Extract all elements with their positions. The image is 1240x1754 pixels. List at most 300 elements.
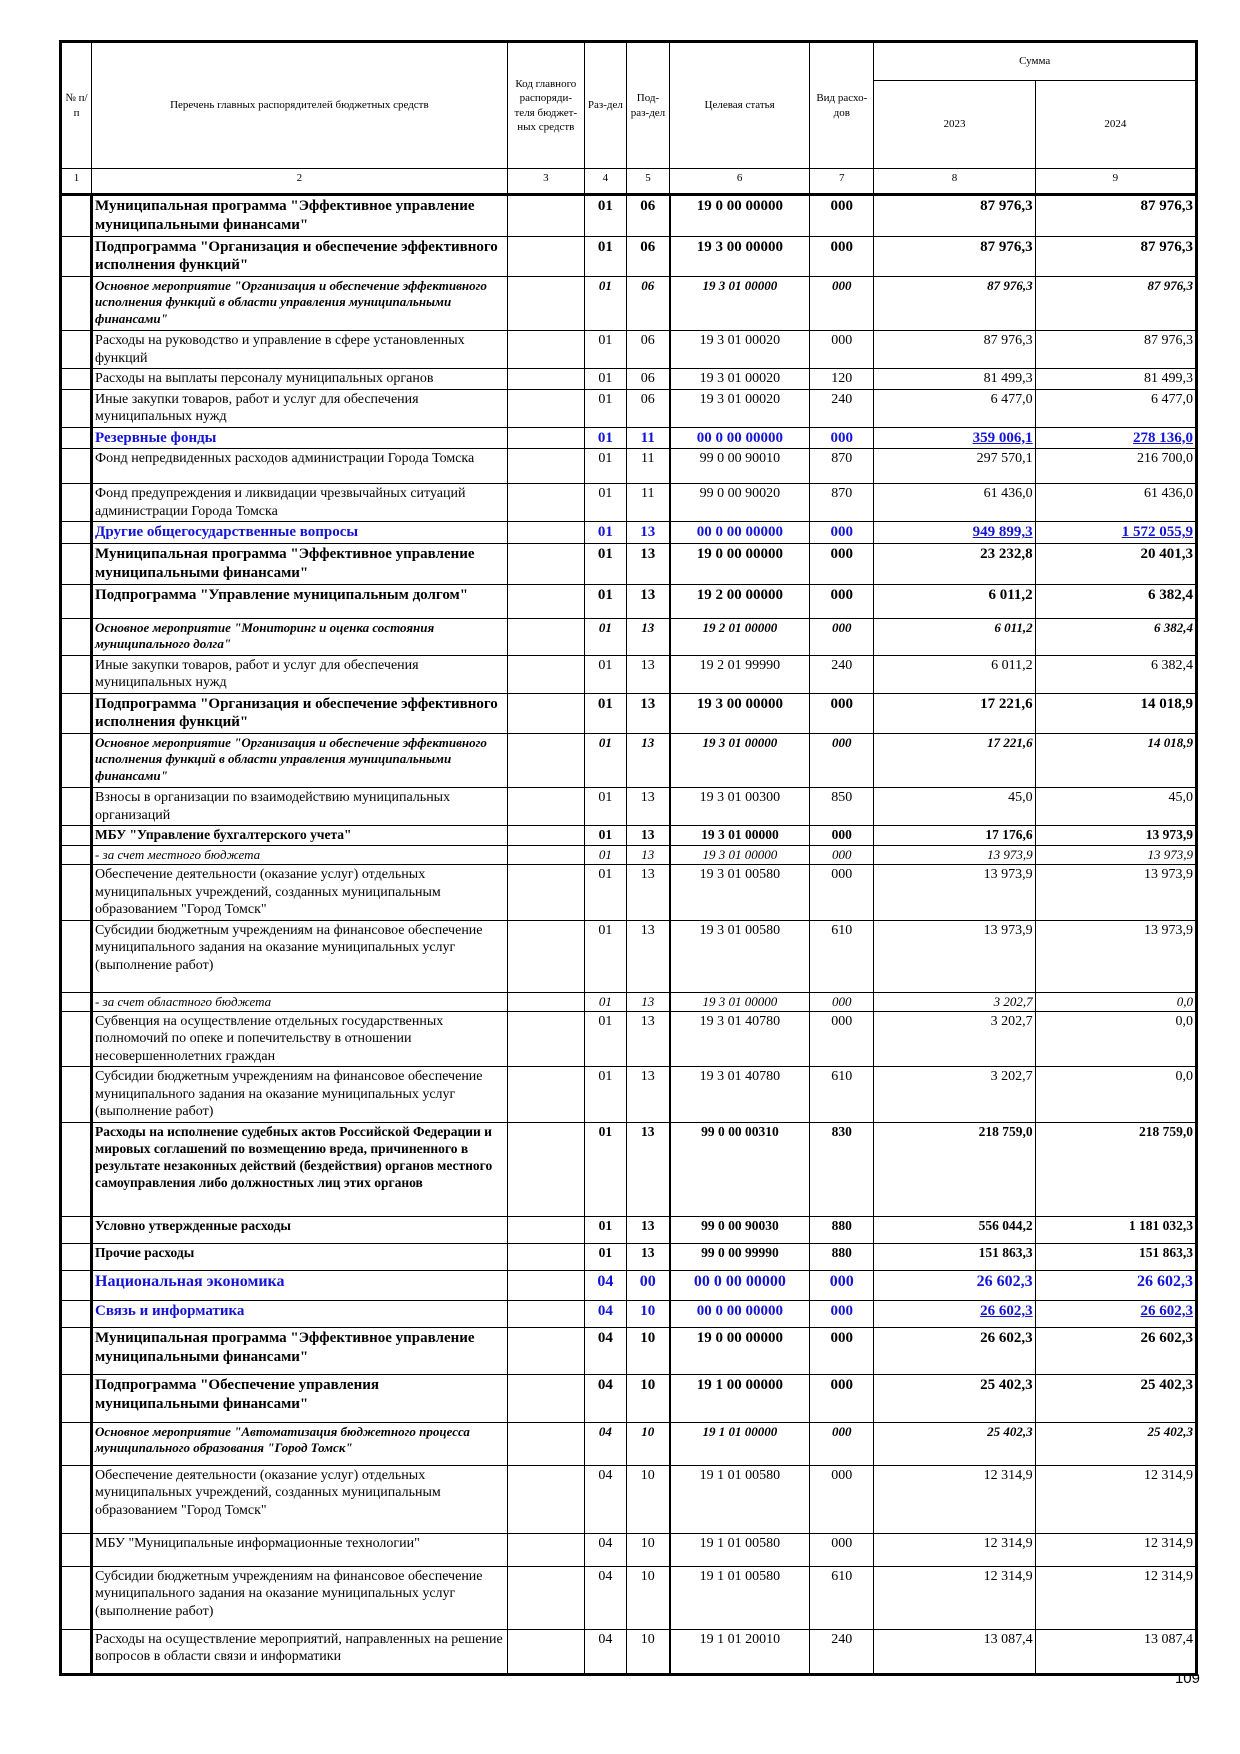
header-name: Перечень главных распорядителей бюджетных средств: [92, 42, 508, 169]
row-sum-2023: 81 499,3: [874, 369, 1035, 390]
row-subsection: 06: [626, 331, 669, 369]
row-name: Фонд предупреждения и ликвидации чрезвычайных ситуаций администрации Города Томска: [92, 484, 508, 522]
row-expense-type: 880: [810, 1216, 874, 1243]
page-number: 109: [1174, 1670, 1200, 1687]
row-expense-type: 830: [810, 1122, 874, 1216]
row-sum-2024: 45,0: [1035, 788, 1196, 826]
budget-table: [59, 40, 1198, 1676]
row-subsection: 13: [626, 544, 669, 585]
row-sum-2023: 87 976,3: [874, 277, 1035, 331]
row-sum-2024: 278 136,0: [1035, 427, 1196, 449]
row-target: 19 3 01 40780: [670, 1067, 810, 1123]
row-sum-2023: 87 976,3: [874, 236, 1035, 277]
row-number: [61, 584, 92, 618]
row-sum-2023: 949 899,3: [874, 522, 1035, 544]
table-row: [61, 1300, 1197, 1327]
row-target: 19 3 01 00000: [670, 845, 810, 864]
row-section: 01: [584, 277, 626, 331]
row-section: 01: [584, 693, 626, 734]
row-sum-2023: 12 314,9: [874, 1465, 1035, 1533]
row-expense-type: 000: [810, 544, 874, 585]
row-section: 01: [584, 427, 626, 449]
row-target: 19 3 01 00000: [670, 992, 810, 1011]
row-target: 19 1 01 20010: [670, 1629, 810, 1674]
row-expense-type: 000: [810, 826, 874, 846]
row-number: [61, 1270, 92, 1300]
row-expense-type: 000: [810, 865, 874, 921]
row-number: [61, 1122, 92, 1216]
row-sum-2024: 13 973,9: [1035, 826, 1196, 846]
table-row: [61, 389, 1197, 427]
row-section: 01: [584, 544, 626, 585]
row-target: 19 2 01 99990: [670, 655, 810, 693]
row-sum-2024: 12 314,9: [1035, 1533, 1196, 1566]
table-row: [61, 449, 1197, 484]
row-target: 19 1 00 00000: [670, 1374, 810, 1422]
row-section: 01: [584, 1122, 626, 1216]
row-number: [61, 693, 92, 734]
row-number: [61, 788, 92, 826]
row-number: [61, 1067, 92, 1123]
row-expense-type: 610: [810, 1566, 874, 1629]
row-expense-type: 120: [810, 369, 874, 390]
row-name: Субсидии бюджетным учреждениям на финансовое обеспечение муниципального задания на оказание муниципальных услуг (выполнение работ): [92, 920, 508, 992]
row-code: [507, 1270, 584, 1300]
row-name: Подпрограмма "Организация и обеспечение эффективного исполнения функций": [92, 693, 508, 734]
row-target: 19 3 01 00020: [670, 331, 810, 369]
table-row: [61, 1422, 1197, 1465]
row-number: [61, 1300, 92, 1327]
row-number: [61, 865, 92, 921]
table-body: [61, 195, 1197, 1675]
row-number: [61, 920, 92, 992]
row-subsection: 13: [626, 1243, 669, 1270]
row-expense-type: 000: [810, 522, 874, 544]
row-subsection: 11: [626, 427, 669, 449]
row-subsection: 13: [626, 992, 669, 1011]
header-subsection: Под-раз-дел: [626, 42, 669, 169]
row-code: [507, 693, 584, 734]
row-subsection: 13: [626, 1216, 669, 1243]
row-target: 19 2 00 00000: [670, 584, 810, 618]
row-number: [61, 522, 92, 544]
row-target: 19 2 01 00000: [670, 618, 810, 655]
row-number: [61, 845, 92, 864]
row-section: 04: [584, 1465, 626, 1533]
row-number: [61, 236, 92, 277]
row-section: 01: [584, 826, 626, 846]
table-row: [61, 1629, 1197, 1674]
table-row: [61, 1243, 1197, 1270]
row-number: [61, 369, 92, 390]
row-target: 19 3 01 00580: [670, 920, 810, 992]
row-target: 19 3 01 00000: [670, 734, 810, 788]
header-num: № п/п: [61, 42, 92, 169]
table-header: [61, 42, 1197, 195]
row-expense-type: 240: [810, 389, 874, 427]
row-sum-2024: 216 700,0: [1035, 449, 1196, 484]
row-section: 01: [584, 734, 626, 788]
header-number: 5: [626, 169, 669, 195]
row-sum-2023: 26 602,3: [874, 1270, 1035, 1300]
row-code: [507, 1067, 584, 1123]
row-sum-2024: 6 477,0: [1035, 389, 1196, 427]
row-subsection: 13: [626, 788, 669, 826]
row-expense-type: 000: [810, 1533, 874, 1566]
row-name: Субсидии бюджетным учреждениям на финансовое обеспечение муниципального задания на оказание муниципальных услуг (выполнение работ): [92, 1067, 508, 1123]
row-number: [61, 427, 92, 449]
header-number: 7: [810, 169, 874, 195]
row-subsection: 10: [626, 1327, 669, 1374]
row-expense-type: 000: [810, 277, 874, 331]
row-sum-2024: 81 499,3: [1035, 369, 1196, 390]
row-section: 01: [584, 331, 626, 369]
row-target: 19 0 00 00000: [670, 1327, 810, 1374]
row-sum-2024: 13 973,9: [1035, 845, 1196, 864]
header-year-2023: 2023: [874, 81, 1035, 169]
row-sum-2024: 87 976,3: [1035, 236, 1196, 277]
row-code: [507, 655, 584, 693]
row-code: [507, 1629, 584, 1674]
row-number: [61, 655, 92, 693]
header-sum: Сумма: [874, 42, 1197, 81]
row-code: [507, 584, 584, 618]
row-code: [507, 826, 584, 846]
row-section: 01: [584, 1067, 626, 1123]
table-row: [61, 920, 1197, 992]
row-code: [507, 277, 584, 331]
table-row: [61, 1122, 1197, 1216]
row-section: 04: [584, 1533, 626, 1566]
row-target: 00 0 00 00000: [670, 427, 810, 449]
row-name: Иные закупки товаров, работ и услуг для обеспечения муниципальных нужд: [92, 389, 508, 427]
row-target: 99 0 00 90020: [670, 484, 810, 522]
row-target: 19 1 01 00580: [670, 1566, 810, 1629]
row-code: [507, 195, 584, 237]
row-subsection: 10: [626, 1465, 669, 1533]
row-number: [61, 1422, 92, 1465]
row-section: 01: [584, 865, 626, 921]
row-sum-2023: 151 863,3: [874, 1243, 1035, 1270]
row-expense-type: 870: [810, 484, 874, 522]
table-row: [61, 1465, 1197, 1533]
row-sum-2024: 0,0: [1035, 1067, 1196, 1123]
row-sum-2024: 25 402,3: [1035, 1422, 1196, 1465]
row-number: [61, 734, 92, 788]
row-sum-2024: 87 976,3: [1035, 195, 1196, 237]
row-sum-2023: 3 202,7: [874, 1011, 1035, 1067]
row-sum-2024: 218 759,0: [1035, 1122, 1196, 1216]
row-section: 01: [584, 522, 626, 544]
row-expense-type: 000: [810, 1300, 874, 1327]
row-name: Основное мероприятие "Автоматизация бюджетного процесса муниципального образования "Город Томск": [92, 1422, 508, 1465]
row-name: Расходы на осуществление мероприятий, направленных на решение вопросов в области связи и информатики: [92, 1629, 508, 1674]
row-section: 01: [584, 618, 626, 655]
row-section: 01: [584, 788, 626, 826]
row-subsection: 10: [626, 1533, 669, 1566]
row-code: [507, 618, 584, 655]
row-sum-2023: 25 402,3: [874, 1374, 1035, 1422]
row-expense-type: 000: [810, 693, 874, 734]
row-sum-2024: 0,0: [1035, 992, 1196, 1011]
row-sum-2024: 6 382,4: [1035, 584, 1196, 618]
row-section: 04: [584, 1374, 626, 1422]
table-row: [61, 1374, 1197, 1422]
row-section: 01: [584, 449, 626, 484]
row-number: [61, 1327, 92, 1374]
header-expense-type: Вид расхо-дов: [810, 42, 874, 169]
row-expense-type: 610: [810, 920, 874, 992]
row-expense-type: 240: [810, 655, 874, 693]
row-sum-2023: 3 202,7: [874, 1067, 1035, 1123]
row-sum-2024: 26 602,3: [1035, 1327, 1196, 1374]
row-number: [61, 1374, 92, 1422]
header-number: 2: [92, 169, 508, 195]
row-name: Взносы в организации по взаимодействию муниципальных организаций: [92, 788, 508, 826]
row-name: Прочие расходы: [92, 1243, 508, 1270]
row-sum-2023: 297 570,1: [874, 449, 1035, 484]
row-sum-2023: 218 759,0: [874, 1122, 1035, 1216]
row-name: Резервные фонды: [92, 427, 508, 449]
table-row: [61, 1327, 1197, 1374]
row-number: [61, 1216, 92, 1243]
row-sum-2024: 6 382,4: [1035, 655, 1196, 693]
table-row: [61, 1533, 1197, 1566]
header-year-2024: 2024: [1035, 81, 1196, 169]
row-subsection: 13: [626, 584, 669, 618]
row-code: [507, 1422, 584, 1465]
table-row: [61, 369, 1197, 390]
row-name: Муниципальная программа "Эффективное управление муниципальными финансами": [92, 544, 508, 585]
row-code: [507, 920, 584, 992]
row-target: 19 3 01 00000: [670, 277, 810, 331]
row-name: Субвенция на осуществление отдельных государственных полномочий по опеке и попечительству в отношении несовершеннолетних граждан: [92, 1011, 508, 1067]
row-number: [61, 1629, 92, 1674]
table-row: [61, 618, 1197, 655]
row-section: 01: [584, 845, 626, 864]
row-section: 01: [584, 655, 626, 693]
row-target: 19 3 01 00000: [670, 826, 810, 846]
row-sum-2024: 87 976,3: [1035, 277, 1196, 331]
row-sum-2024: 1 181 032,3: [1035, 1216, 1196, 1243]
header-number: 6: [670, 169, 810, 195]
row-section: 01: [584, 236, 626, 277]
row-name: Обеспечение деятельности (оказание услуг) отдельных муниципальных учреждений, созданных муниципальным образованием "Город Томск": [92, 865, 508, 921]
row-expense-type: 850: [810, 788, 874, 826]
row-name: Субсидии бюджетным учреждениям на финансовое обеспечение муниципального задания на оказание муниципальных услуг (выполнение работ): [92, 1566, 508, 1629]
row-subsection: 13: [626, 1011, 669, 1067]
row-section: 01: [584, 1243, 626, 1270]
header-number: 9: [1035, 169, 1196, 195]
table-row: [61, 277, 1197, 331]
row-target: 19 3 01 00580: [670, 865, 810, 921]
row-sum-2023: 359 006,1: [874, 427, 1035, 449]
row-number: [61, 449, 92, 484]
row-name: Расходы на руководство и управление в сфере установленных функций: [92, 331, 508, 369]
row-section: 04: [584, 1566, 626, 1629]
row-sum-2024: 87 976,3: [1035, 331, 1196, 369]
table-row: [61, 544, 1197, 585]
row-expense-type: 000: [810, 1327, 874, 1374]
row-code: [507, 331, 584, 369]
row-subsection: 11: [626, 449, 669, 484]
header-code: Код главного распоряди-теля бюджет-ных средств: [507, 42, 584, 169]
row-number: [61, 195, 92, 237]
row-target: 19 0 00 00000: [670, 544, 810, 585]
row-expense-type: 000: [810, 734, 874, 788]
row-sum-2023: 13 087,4: [874, 1629, 1035, 1674]
row-name: Расходы на выплаты персоналу муниципальных органов: [92, 369, 508, 390]
row-sum-2023: 6 011,2: [874, 618, 1035, 655]
row-code: [507, 1216, 584, 1243]
row-name: Подпрограмма "Обеспечение управления муниципальными финансами": [92, 1374, 508, 1422]
row-code: [507, 1374, 584, 1422]
row-subsection: 00: [626, 1270, 669, 1300]
row-code: [507, 1465, 584, 1533]
row-number: [61, 992, 92, 1011]
row-code: [507, 369, 584, 390]
row-target: 19 3 01 00020: [670, 369, 810, 390]
row-name: Основное мероприятие "Организация и обеспечение эффективного исполнения функций в области управления муниципальными финансами": [92, 734, 508, 788]
row-sum-2024: 61 436,0: [1035, 484, 1196, 522]
row-section: 01: [584, 920, 626, 992]
row-name: Основное мероприятие "Организация и обеспечение эффективного исполнения функций в области управления муниципальными финансами": [92, 277, 508, 331]
row-code: [507, 1533, 584, 1566]
header-number: 4: [584, 169, 626, 195]
header-number: 3: [507, 169, 584, 195]
row-subsection: 13: [626, 920, 669, 992]
header-number: 1: [61, 169, 92, 195]
row-sum-2024: 14 018,9: [1035, 693, 1196, 734]
row-target: 99 0 00 00310: [670, 1122, 810, 1216]
row-sum-2023: 3 202,7: [874, 992, 1035, 1011]
row-expense-type: 000: [810, 236, 874, 277]
header-number: 8: [874, 169, 1035, 195]
row-code: [507, 236, 584, 277]
row-target: 99 0 00 90010: [670, 449, 810, 484]
row-name: Муниципальная программа "Эффективное управление муниципальными финансами": [92, 1327, 508, 1374]
row-number: [61, 544, 92, 585]
row-code: [507, 1011, 584, 1067]
row-sum-2024: 20 401,3: [1035, 544, 1196, 585]
row-section: 01: [584, 195, 626, 237]
row-sum-2024: 14 018,9: [1035, 734, 1196, 788]
row-subsection: 13: [626, 734, 669, 788]
row-number: [61, 389, 92, 427]
row-code: [507, 522, 584, 544]
table-row: [61, 427, 1197, 449]
row-sum-2023: 61 436,0: [874, 484, 1035, 522]
row-target: 19 3 01 00300: [670, 788, 810, 826]
row-subsection: 10: [626, 1374, 669, 1422]
table-row: [61, 236, 1197, 277]
row-name: Условно утвержденные расходы: [92, 1216, 508, 1243]
table-row: [61, 655, 1197, 693]
table-row: [61, 584, 1197, 618]
row-sum-2023: 45,0: [874, 788, 1035, 826]
row-target: 19 3 01 00020: [670, 389, 810, 427]
row-number: [61, 618, 92, 655]
row-sum-2023: 13 973,9: [874, 865, 1035, 921]
row-expense-type: 000: [810, 992, 874, 1011]
row-sum-2024: 25 402,3: [1035, 1374, 1196, 1422]
row-sum-2023: 6 477,0: [874, 389, 1035, 427]
row-section: 01: [584, 369, 626, 390]
row-code: [507, 1566, 584, 1629]
row-target: 19 1 01 00580: [670, 1533, 810, 1566]
row-expense-type: 000: [810, 1270, 874, 1300]
row-section: 04: [584, 1300, 626, 1327]
table-row: [61, 734, 1197, 788]
row-number: [61, 1011, 92, 1067]
row-number: [61, 1533, 92, 1566]
table-row: [61, 992, 1197, 1011]
row-sum-2023: 6 011,2: [874, 584, 1035, 618]
row-section: 01: [584, 484, 626, 522]
row-subsection: 10: [626, 1629, 669, 1674]
row-subsection: 13: [626, 1122, 669, 1216]
row-target: 99 0 00 99990: [670, 1243, 810, 1270]
row-section: 04: [584, 1422, 626, 1465]
row-sum-2023: 23 232,8: [874, 544, 1035, 585]
row-code: [507, 992, 584, 1011]
row-number: [61, 484, 92, 522]
row-sum-2023: 26 602,3: [874, 1327, 1035, 1374]
row-code: [507, 1300, 584, 1327]
row-name: Связь и информатика: [92, 1300, 508, 1327]
row-target: 19 3 01 40780: [670, 1011, 810, 1067]
row-subsection: 13: [626, 1067, 669, 1123]
row-sum-2024: 0,0: [1035, 1011, 1196, 1067]
row-subsection: 13: [626, 865, 669, 921]
table-row: [61, 1566, 1197, 1629]
row-code: [507, 1122, 584, 1216]
table-row: [61, 1067, 1197, 1123]
row-name: Расходы на исполнение судебных актов Российской Федерации и мировых соглашений по возмещению вреда, причиненного в результате незаконных действий (бездействия) органов местного самоуправления либо должностных лиц этих органов: [92, 1122, 508, 1216]
row-name: Муниципальная программа "Эффективное управление муниципальными финансами": [92, 195, 508, 237]
row-name: - за счет местного бюджета: [92, 845, 508, 864]
table-row: [61, 1270, 1197, 1300]
row-expense-type: 000: [810, 331, 874, 369]
row-section: 01: [584, 992, 626, 1011]
row-code: [507, 389, 584, 427]
row-target: 19 3 00 00000: [670, 693, 810, 734]
row-sum-2023: 556 044,2: [874, 1216, 1035, 1243]
row-section: 01: [584, 1011, 626, 1067]
row-subsection: 06: [626, 236, 669, 277]
row-section: 04: [584, 1270, 626, 1300]
row-subsection: 10: [626, 1300, 669, 1327]
row-expense-type: 000: [810, 1422, 874, 1465]
row-name: - за счет областного бюджета: [92, 992, 508, 1011]
row-code: [507, 484, 584, 522]
row-sum-2024: 26 602,3: [1035, 1300, 1196, 1327]
row-sum-2023: 87 976,3: [874, 195, 1035, 237]
row-target: 19 3 00 00000: [670, 236, 810, 277]
table-row: [61, 865, 1197, 921]
row-target: 99 0 00 90030: [670, 1216, 810, 1243]
table-row: [61, 331, 1197, 369]
row-sum-2023: 13 973,9: [874, 920, 1035, 992]
row-target: 19 1 01 00000: [670, 1422, 810, 1465]
row-expense-type: 880: [810, 1243, 874, 1270]
table-row: [61, 845, 1197, 864]
row-subsection: 13: [626, 845, 669, 864]
row-sum-2024: 12 314,9: [1035, 1566, 1196, 1629]
row-target: 19 0 00 00000: [670, 195, 810, 237]
row-number: [61, 1243, 92, 1270]
row-code: [507, 544, 584, 585]
